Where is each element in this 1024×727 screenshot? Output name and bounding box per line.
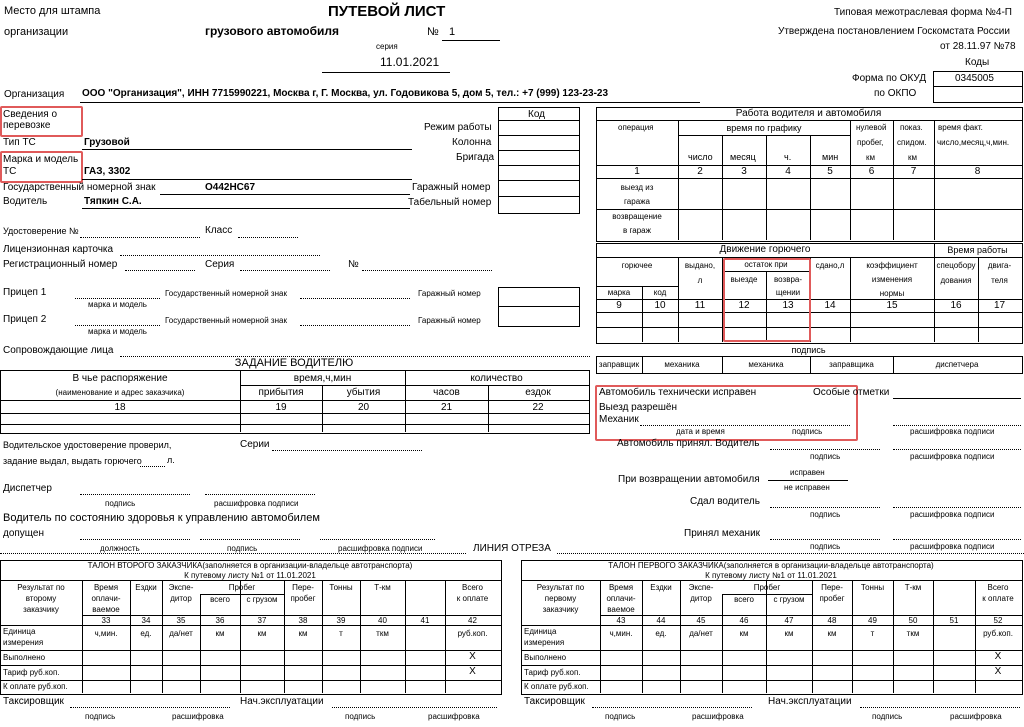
- operacia-label: операция: [618, 123, 654, 132]
- talon-right-title: ТАЛОН ПЕРВОГО ЗАКАЗЧИКА(заполняется в организации-владельце автотранспорта): [608, 561, 934, 570]
- talon-l-k-oplate: К оплате руб.коп.: [3, 682, 68, 691]
- min-label: мин: [822, 152, 839, 162]
- perevozke-label: перевозке: [3, 120, 51, 131]
- fakt-2: число,месяц,ч,мин.: [937, 138, 1010, 147]
- talon-r-rez-3: заказчику: [542, 605, 579, 614]
- talon-r-vsego-opl-2: к оплате: [982, 594, 1014, 603]
- pricep2-label: Прицеп 2: [3, 314, 47, 325]
- org-label: Организация: [4, 89, 65, 100]
- svedenia-label: Сведения о: [3, 109, 58, 120]
- talon-l-s-gruzom: с грузом: [246, 595, 278, 604]
- talon-l-vremya-2: оплачи-: [91, 594, 121, 603]
- pricep1-garage-label: Гаражный номер: [418, 289, 481, 298]
- talon-l-ekspe-2: дитор: [170, 594, 192, 603]
- ispraven-label: исправен: [790, 468, 825, 477]
- talon-l-x-1: X: [469, 651, 476, 662]
- talon-r-num-46: 46: [739, 616, 749, 625]
- ostatok-label: остаток при: [744, 260, 788, 269]
- task-num-18: 18: [114, 402, 126, 413]
- tech-label: Автомобиль технически исправен: [599, 387, 757, 398]
- vremya-task-label: время,ч,мин: [293, 373, 352, 384]
- talon-l-tonny: Тонны: [329, 583, 353, 592]
- driver-value: Тяпкин С.А.: [84, 196, 142, 207]
- serii-label: Серии: [240, 439, 270, 450]
- chye-label: В чье распоряжение: [72, 373, 168, 384]
- ezdok-label: ездок: [525, 387, 551, 398]
- work-num-1: 1: [634, 166, 640, 177]
- talon-l-unit-6: км: [298, 629, 308, 638]
- litres-label: л.: [167, 455, 175, 465]
- vozvr-2: в гараж: [623, 226, 651, 235]
- doc-subtitle: грузового автомобиля: [205, 24, 339, 38]
- talon-r-vremya-1: Время: [608, 583, 634, 592]
- talon-r-rez-1: Результат по: [536, 583, 585, 592]
- dispetchera-label: диспетчера: [935, 360, 979, 369]
- talon-r-nach: Нач.эксплуатации: [768, 696, 852, 707]
- vyezd-allowed: Выезд разрешён: [599, 402, 678, 413]
- codes-column: [498, 107, 580, 214]
- udost-check-label: Водительское удостоверение проверил,: [3, 440, 172, 450]
- disp-rasshifr-caption: расшифровка подписи: [214, 499, 299, 508]
- talon-r-probeg: Пробег: [753, 583, 781, 592]
- tip-ts-value: Грузовой: [84, 137, 130, 148]
- highlight-ostatok: [723, 258, 811, 342]
- talon-r-taksir: Таксировщик: [524, 696, 585, 707]
- talon-r-unit-6: км: [827, 629, 837, 638]
- work-num-2: 2: [697, 166, 703, 177]
- task-num-20: 20: [357, 402, 370, 413]
- naim-label: (наименование и адрес заказчика): [55, 388, 185, 397]
- talon-left-sub: К путевому листу №1 от 11.01.2021: [184, 571, 316, 580]
- dopushen-label: допущен: [3, 528, 45, 539]
- talon-r-vsego-opl-1: Всего: [987, 583, 1009, 592]
- talon-r-tkm: Т-км: [904, 583, 922, 592]
- vyezde-label: выезде: [730, 275, 758, 284]
- talon-r-vremya-2: оплачи-: [606, 594, 636, 603]
- talon-l-num-37: 37: [257, 616, 267, 625]
- reg-label: Регистрационный номер: [3, 259, 118, 270]
- talon-l-unit-4: км: [215, 629, 225, 638]
- dolzhnost-caption: должность: [100, 544, 140, 553]
- dvig-1: двига-: [987, 261, 1012, 270]
- neispraven-label: не исправен: [784, 483, 830, 492]
- liniya-otreza: ЛИНИЯ ОТРЕЗА: [473, 543, 551, 554]
- goryuchee-label: горючее: [621, 261, 653, 270]
- fuel-num-10: 10: [654, 300, 666, 311]
- vydano-2: л: [697, 276, 703, 285]
- talon-l-perepr-2: пробег: [290, 594, 316, 603]
- form-type: Типовая межотраслевая форма №4-П: [834, 7, 1012, 18]
- talon-l-unit-8: ткм: [376, 629, 389, 638]
- talon-l-vsego-opl-2: к оплате: [456, 594, 489, 603]
- prinyal-meh-label: Принял механик: [684, 528, 761, 539]
- talon-r-ekspe-1: Экспе-: [688, 583, 714, 592]
- talon-r-tarif: Тариф руб.коп.: [524, 668, 581, 677]
- meh-podpis-caption: подпись: [810, 542, 841, 551]
- talon-r-num-43: 43: [616, 616, 626, 625]
- sdal-podpis-caption: подпись: [810, 510, 841, 519]
- talon-l-unit-1: ч,мин.: [94, 629, 118, 638]
- talon-r-unit-3: да/нет: [689, 629, 713, 638]
- talon-l-num-33: 33: [101, 616, 111, 625]
- talon-l-podpis-2: подпись: [345, 712, 376, 721]
- pokaz-2: спидом.: [897, 138, 927, 147]
- pri-vozvr-label: При возвращении автомобиля: [618, 474, 760, 485]
- work-num-7: 7: [910, 166, 917, 177]
- talon-r-ekspe-2: дитор: [690, 594, 712, 603]
- talon-r-perepr-2: пробег: [819, 594, 845, 603]
- talon-r-vypolneno: Выполнено: [524, 653, 567, 662]
- talon-r-perepr-1: Пере-: [821, 583, 843, 592]
- task-num-21: 21: [440, 402, 453, 413]
- talon-r-num-45: 45: [696, 616, 706, 625]
- talon-l-unit-5: км: [257, 629, 267, 638]
- fuel-num-14: 14: [824, 300, 836, 311]
- specob-2: дования: [940, 276, 972, 285]
- lic-label: Лицензионная карточка: [3, 244, 114, 255]
- talon-r-num-52: 52: [993, 616, 1003, 625]
- koef-3: нормы: [879, 289, 905, 298]
- koef-2: изменения: [871, 275, 913, 284]
- codes-label: Коды: [965, 57, 990, 68]
- kod-label: Код: [528, 109, 546, 120]
- talon-r-podpis-1: подпись: [605, 712, 636, 721]
- pricep1-marka-caption: марка и модель: [88, 300, 147, 309]
- vyezd-2: гаража: [624, 197, 650, 206]
- talon-r-unit-8: ткм: [906, 629, 920, 638]
- ubytia-label: убытия: [346, 387, 381, 398]
- talon-r-unit-10: руб.коп.: [983, 629, 1013, 638]
- vremya-grafik-label: время по графику: [726, 123, 802, 133]
- kolonna-label: Колонна: [452, 137, 492, 148]
- talon-r-unit-1: ч,мин.: [609, 629, 633, 638]
- vozvr-1: возвращение: [612, 212, 662, 221]
- chasov-label: часов: [433, 387, 460, 398]
- osobye-label: Особые отметки: [813, 387, 890, 398]
- fuel-num-17: 17: [993, 300, 1006, 311]
- pricep-garage-box: [498, 287, 580, 327]
- talon-r-num-50: 50: [908, 616, 918, 625]
- doc-number: 1: [449, 26, 456, 38]
- gos-label: Государственный номерной знак: [3, 182, 156, 193]
- talon-right-sub: К путевому листу №1 от 11.01.2021: [705, 571, 837, 580]
- talon-l-edinica-1: Единица: [3, 627, 36, 636]
- doc-title: ПУТЕВОЙ ЛИСТ: [328, 3, 446, 20]
- talon-r-num-48: 48: [827, 616, 837, 625]
- fuel-num-16: 16: [950, 300, 962, 311]
- talon-l-num-39: 39: [336, 616, 346, 625]
- talon-r-x-2: X: [994, 666, 1002, 677]
- talon-l-edinica-2: измерения: [3, 638, 44, 647]
- fuel-num-13: 13: [782, 300, 794, 311]
- vremya-raboty-label: Время работы: [947, 245, 1008, 255]
- vozvr-fuel-1: возвра-: [774, 275, 802, 284]
- chislo-label: число: [688, 152, 713, 162]
- meh-rasshifr-caption: расшифровка подписи: [910, 542, 995, 551]
- talon-r-num-44: 44: [656, 616, 666, 625]
- disp-podpis-caption: подпись: [105, 499, 136, 508]
- specob-1: спецобору: [936, 261, 976, 270]
- vyezd-1: выезд из: [620, 183, 654, 192]
- ch-label: ч.: [784, 152, 792, 162]
- talon-l-unit-2: ед.: [140, 629, 152, 638]
- tip-ts-label: Тип ТС: [3, 137, 36, 148]
- mehanik-podpis-caption: подпись: [792, 427, 823, 436]
- mehanik-label-2: механика: [748, 360, 784, 369]
- zapravshika-label: заправщика: [829, 360, 874, 369]
- talon-l-vsego-opl-1: Всего: [462, 583, 483, 592]
- marka-value: ГАЗ, 3302: [84, 166, 131, 177]
- kolvo-label: количество: [470, 373, 523, 384]
- talon-l-rez-3: заказчику: [23, 605, 59, 614]
- fuel-podpis-label: подпись: [791, 345, 826, 355]
- okpo-label: по ОКПО: [874, 88, 917, 99]
- talon-l-vsego: всего: [210, 595, 230, 604]
- nulevoy-1: нулевой: [856, 123, 887, 132]
- koef-1: коэффициент: [866, 261, 918, 270]
- talon-l-num-36: 36: [215, 616, 225, 625]
- talon-l-unit-7: т: [339, 629, 343, 638]
- org-value: ООО "Организация", ИНН 7715990221, Москва г, Г. Москва, ул. Годовикова 5, дом 5, тел.: +7 (999) 123-23-23: [82, 88, 609, 99]
- soprov-label: Сопровождающие лица: [3, 345, 114, 356]
- gos-value: О442НС67: [205, 182, 256, 193]
- talon-r-rasshifr-2: расшифровка: [950, 712, 1002, 721]
- talon-r-ezdki: Ездки: [650, 583, 672, 592]
- talon-r-edinica-1: Единица: [524, 627, 557, 636]
- prinyal-label: Автомобиль принял. Водитель: [617, 438, 760, 449]
- talon-l-vremya-3: ваемое: [92, 605, 120, 614]
- talon-l-nach: Нач.эксплуатации: [240, 696, 324, 707]
- driver-label: Водитель: [3, 196, 48, 207]
- pokaz-3: км: [908, 153, 917, 162]
- work-title: Работа водителя и автомобиля: [735, 108, 882, 119]
- talon-r-edinica-2: измерения: [524, 638, 565, 647]
- work-num-6: 6: [868, 166, 875, 177]
- sdal-label: Сдал водитель: [690, 496, 760, 507]
- talon-l-num-42: 42: [468, 616, 477, 625]
- approved-text: Утверждена постановлением Госкомстата России: [778, 26, 1010, 37]
- talon-r-unit-4: км: [739, 629, 749, 638]
- talon-l-podpis-1: подпись: [85, 712, 116, 721]
- brigada-label: Бригада: [456, 152, 495, 163]
- series-label: серия: [376, 42, 398, 51]
- doc-date: 11.01.2021: [380, 55, 440, 69]
- fuel-marka-label: марка: [607, 288, 631, 297]
- approved-date: от 28.11.97 №78: [940, 41, 1016, 52]
- okud-code: 0345005: [955, 73, 994, 84]
- talon-l-num-35: 35: [176, 616, 186, 625]
- talon-r-unit-5: км: [784, 629, 794, 638]
- talon-l-tarif: Тариф руб.коп.: [3, 668, 60, 677]
- seria-label: Серия: [205, 259, 235, 270]
- talon-l-num-38: 38: [298, 616, 308, 625]
- nulevoy-3: км: [866, 153, 875, 162]
- udost-label: Удостоверение №: [3, 226, 79, 236]
- talon-r-unit-2: ед.: [655, 629, 667, 638]
- klass-label: Класс: [205, 225, 233, 236]
- task-title: ЗАДАНИЕ ВОДИТЕЛЮ: [234, 357, 354, 369]
- pricep2-marka-caption: марка и модель: [88, 327, 147, 336]
- dispetcher-label: Диспетчер: [3, 483, 52, 494]
- talon-l-tkm: Т-км: [374, 583, 391, 592]
- talon-l-rasshifr-1: расшифровка: [172, 712, 224, 721]
- talon-l-perepr-1: Пере-: [292, 583, 314, 592]
- vozvr-fuel-2: щении: [775, 288, 801, 297]
- talon-r-vremya-3: ваемое: [607, 605, 635, 614]
- pricep1-gos-label: Государственный номерной знак: [165, 289, 287, 298]
- pricep2-garage-label: Гаражный номер: [418, 316, 481, 325]
- talon-l-rez-1: Результат по: [17, 583, 65, 592]
- mehanik-rasshifr-caption: расшифровка подписи: [910, 427, 995, 436]
- talon-r-rez-2: первому: [544, 594, 577, 603]
- talon-r-s-gruzom: с грузом: [773, 595, 805, 604]
- number-sign: №: [427, 26, 439, 38]
- talon-r-unit-7: т: [870, 629, 875, 638]
- dvig-2: теля: [991, 276, 1008, 285]
- pokaz-1: показ.: [900, 123, 923, 132]
- okud-label: Форма по ОКУД: [852, 73, 927, 84]
- work-num-4: 4: [785, 166, 791, 177]
- prinyal-podpis-caption: подпись: [810, 452, 841, 461]
- dopusk-rasshifr-caption: расшифровка подписи: [338, 544, 423, 553]
- pricep1-label: Прицеп 1: [3, 287, 47, 298]
- vydano-1: выдано,: [684, 261, 716, 270]
- talon-l-rez-2: второму: [25, 594, 57, 603]
- talon-l-vypolneno: Выполнено: [3, 653, 46, 662]
- fuel-num-9: 9: [616, 300, 622, 311]
- fuel-num-15: 15: [886, 300, 898, 311]
- talon-r-num-47: 47: [784, 616, 794, 625]
- sdal-rasshifr-caption: расшифровка подписи: [910, 510, 995, 519]
- talon-r-num-51: 51: [949, 616, 959, 625]
- talon-l-num-41: 41: [420, 616, 430, 625]
- work-num-3: 3: [741, 166, 747, 177]
- fuel-num-12: 12: [738, 300, 750, 311]
- work-num-8: 8: [974, 166, 981, 177]
- talon-r-rasshifr-1: расшифровка: [692, 712, 744, 721]
- talon-l-vremya-1: Время: [93, 583, 119, 592]
- task-num-22: 22: [532, 402, 544, 413]
- talon-l-ekspe-1: Экспе-: [168, 583, 194, 592]
- talon-l-taksir: Таксировщик: [3, 696, 64, 707]
- rezhim-label: Режим работы: [424, 122, 492, 133]
- talon-r-vsego: всего: [734, 595, 754, 604]
- dopusk-podpis-caption: подпись: [227, 544, 258, 553]
- task-num-19: 19: [275, 402, 287, 413]
- talon-l-unit-3: да/нет: [169, 629, 193, 638]
- talon-l-probeg: Пробег: [228, 583, 256, 592]
- talon-l-ezdki: Ездки: [135, 583, 157, 592]
- nomer-label: №: [348, 259, 359, 270]
- talon-r-x-1: X: [994, 651, 1002, 662]
- tabel-label: Табельный номер: [408, 197, 492, 208]
- talon-left-title: ТАЛОН ВТОРОГО ЗАКАЗЧИКА(заполняется в организации-владельце автотранспорта): [87, 561, 413, 570]
- pricep2-gos-label: Государственный номерной знак: [165, 316, 287, 325]
- zadanie-label: задание выдал, выдать горючего: [3, 456, 142, 466]
- work-num-5: 5: [827, 166, 833, 177]
- talon-l-rasshifr-2: расшифровка: [428, 712, 480, 721]
- data-vremya-caption: дата и время: [676, 427, 725, 436]
- talon-l-num-34: 34: [141, 616, 151, 625]
- fuel-kod-label: код: [653, 288, 667, 297]
- talon-l-num-40: 40: [378, 616, 387, 625]
- fakt-1: время факт.: [938, 123, 983, 132]
- stamp-place-label: Место для штампа: [4, 5, 101, 17]
- marka-label-1: Марка и модель: [3, 154, 79, 165]
- talon-l-x-2: X: [469, 666, 476, 677]
- talon-r-num-49: 49: [868, 616, 877, 625]
- sdano-label: сдано,л: [815, 261, 845, 270]
- marka-label-2: ТС: [3, 166, 17, 177]
- pribytia-label: прибытия: [258, 387, 304, 398]
- fuel-num-11: 11: [694, 300, 706, 311]
- garazh-label: Гаражный номер: [412, 182, 491, 193]
- talon-r-podpis-2: подпись: [872, 712, 903, 721]
- fuel-title: Движение горючего: [719, 244, 811, 255]
- talon-l-unit-10: руб.коп.: [457, 629, 488, 638]
- mesyac-label: месяц: [730, 152, 756, 162]
- organization-stamp-label: организации: [4, 26, 69, 38]
- talon-r-tonny: Тонны: [860, 583, 885, 592]
- zapravshik-label: заправщик: [598, 360, 640, 369]
- prinyal-rasshifr-caption: расшифровка подписи: [910, 452, 995, 461]
- nulevoy-2: пробег,: [857, 138, 884, 147]
- zdorovie-label: Водитель по состоянию здоровья к управлению автомобилем: [3, 512, 320, 524]
- mehanik-sign-label: Механик: [599, 414, 639, 425]
- talon-r-k-oplate: К оплате руб.коп.: [524, 682, 589, 691]
- mehanik-label-1: механика: [664, 360, 700, 369]
